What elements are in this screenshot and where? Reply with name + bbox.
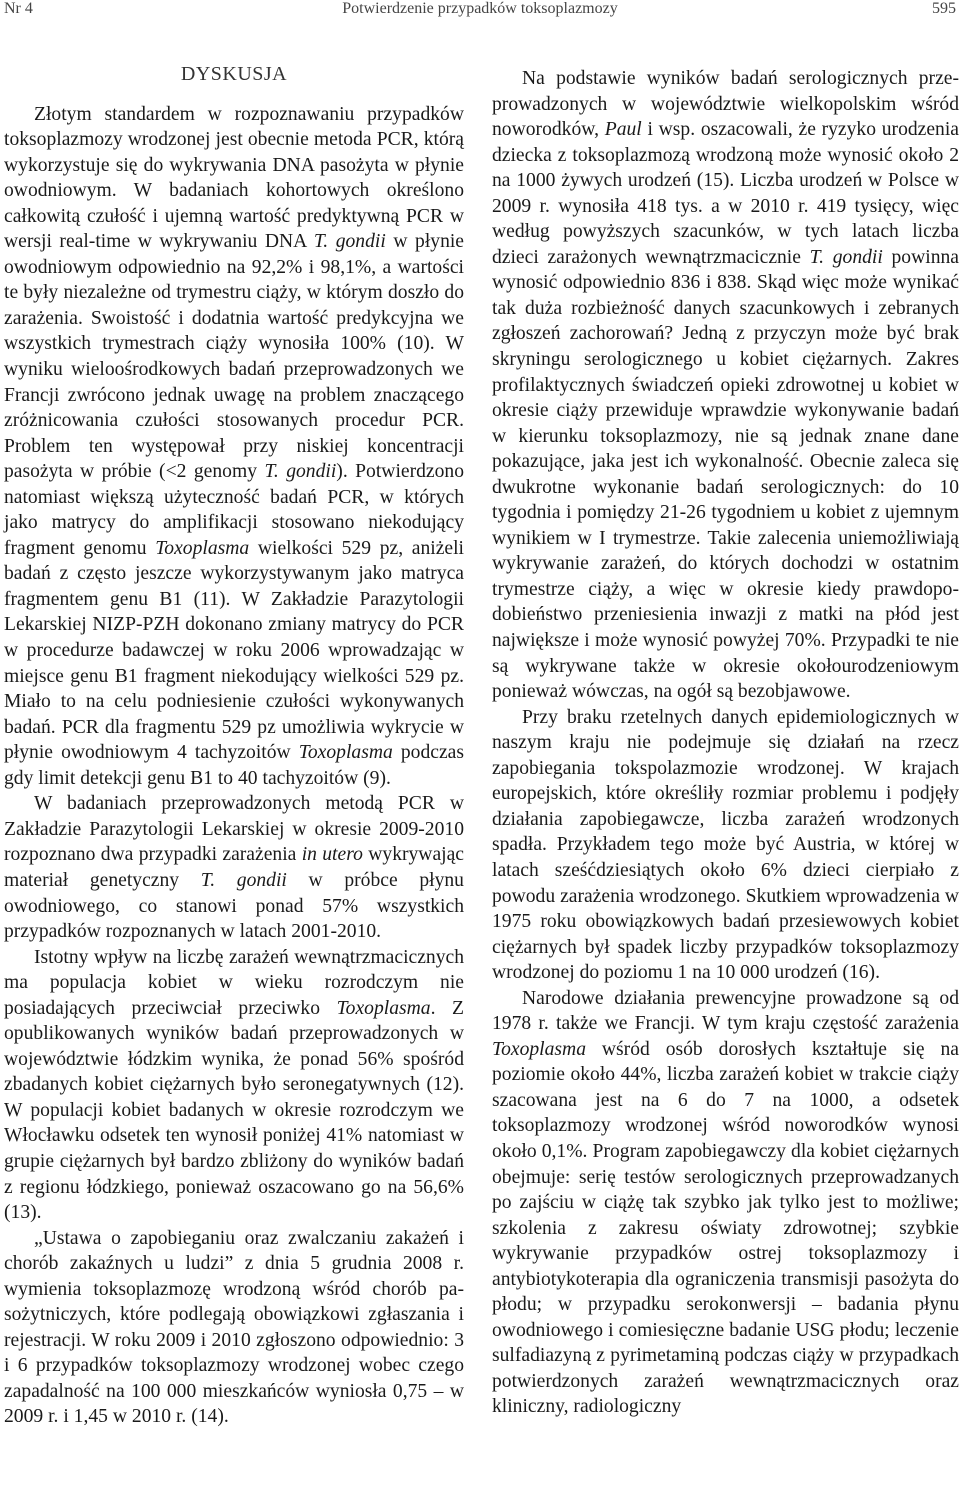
page-number: 595: [932, 0, 956, 17]
issue-number: Nr 4: [4, 0, 33, 17]
paragraph: Złotym standardem w rozpoznawaniu przypadków toksoplazmozy wrodzonej jest obecnie metoda PCR, którą wykorzystuje się do wykrywania DNA pasożyta w płynie owodniowym. W badaniach kohortowych określono całkowitą czułość i ujemną wartość predyktywną PCR w wersji real-time w wykrywaniu DNA T. gondii w płynie owodniowym odpowiednio na 92,2% i 98,1%, a wartości te były niezależne od trymestru ciąży, w którym doszło do zarażenia. Swoistość i dodatnia wartość predykcyjna we wszystkich trymestrach ciąży wynosiła 100% (10). W wyniku wieloośrodkowych badań przeprowadzonych we Francji zwrócono jednak uwagę na problem znaczącego zróżnicowania czułości stosowanych procedur PCR. Problem ten występował przy niskiej koncentracji pasożyta w próbie (<2 genomy T. gondii). Potwierdzono natomiast większą użyteczność badań PCR, w których jako matrycy do amplifikacji stosowano niekodujący fragment genomu Toxoplasma wielkości 529 pz, aniżeli badań z często jeszcze wykorzystywanym jako matryca fragmentem genu B1 (11). W Zakładzie Parazytologii Lekarskiej NIZP-PZH dokonano zmiany matrycy do PCR w procedurze badawczej w roku 2006 wprowadzając w miejsce genu B1 fragment niekodujący wielkości 529 pz. Miało to na celu podniesienie czułości wykonywanych badań. PCR dla fragmentu 529 pz umożliwia wykrycie w płynie owodniowym 4 tachyzoitów Toxoplasma podczas gdy limit detekcji genu B1 to 40 tachyzoitów (9).: [4, 103, 464, 789]
paragraph: Przy braku rzetelnych danych epidemiologicznych w naszym kraju nie podejmuje się działań na rzecz zapobiegania tokspolazmozie wrodzonej. W krajach europejskich, które określiły rozmiar problemu i podjęły działania zapobiegawcze, liczba zarażeń wrodzonych spadła. Przykładem tego może być Austria, w której w latach sześćdziesiątych około 6% dzieci cierpiało z powodu zarażenia wrodzonego. Skutkiem wprowadzenia w 1975 roku obowiązkowych badań przesiewowych kobiet ciężarnych był spadek liczby przypadków toksoplazmozy wrodzonej do poziomu 1 na 10 000 urodzeń (16).: [492, 706, 959, 984]
right-column: [492, 66, 959, 1420]
paragraph: „Ustawa o zapobieganiu oraz zwalczaniu zakażeń i chorób zakaźnych u ludzi” z dnia 5 grudnia 2008 r. wymienia toksoplazmozę wrodzoną wśród chorób pasożytniczych, które podlegają obowiązkowi zgłaszania i rejestracji. W roku 2009 i 2010 zgłoszono odpowiednio: 3 i 6 przypadków toksoplazmozy wrodzonej wobec czego zapadalność na 100 000 mieszkańców wyniosła 0,75 – w 2009 r. i 1,45 w 2010 r. (14).: [4, 1227, 464, 1428]
running-header: [0, 0, 960, 28]
running-title: Potwierdzenie przypadków toksoplazmozy: [342, 0, 618, 17]
paragraph: Istotny wpływ na liczbę zarażeń wewnątrzmacicznych ma populacja kobiet w wieku rozrodczym nie posiadających przeciwciał przeciwko Toxoplasma. Z opublikowanych wyników badań przeprowadzonych w województwie łódzkim wynika, że ponad 56% spośród zbadanych kobiet ciężarnych było seronegatywnych (12). W populacji kobiet badanych w okresie rozrodczym we Włocławku odsetek ten wynosił poniżej 41% natomiast w grupie ciężarnych był bardzo zbliżony do wyników badań z regionu łódzkiego, ponieważ oszacowano go na 56,6% (13).: [4, 946, 465, 1224]
paragraph: Narodowe działania prewencyjne prowadzone są od 1978 r. także we Francji. W tym kraju częstość zarażenia Toxoplasma wśród osób dorosłych kształtuje się na poziomie około 44%, liczba zarażeń kobiet w trakcie ciąży szacowana jest na 6 do 7 na 1000, a odsetek toksoplazmozy wrodzonej wśród noworodków wynosi około 0,1%. Program zapobiegawczy dla kobiet ciężarnych obejmuje: serię testów serologicznych przeprowadzanych po zajściu w ciążę tak szybko jak tylko jest to możliwe; szkolenia z zakresu oświaty zdrowotnej; szybkie wykrywanie przypadków ostrej toksoplazmozy i antybiotykoterapia dla ograniczenia transmisji pasożyta do płodu; w przypadku serokonwersji – badania płynu owodniowego i comiesięczne badanie USG płodu; leczenie sulfadiazyną z pyrimetaminą podczas ciąży w przypadkach potwierdzonych zarażeń wewnątrzmacicznych oraz kliniczny, radiologiczny: [492, 987, 959, 1418]
paragraph: W badaniach przeprowadzonych metodą PCR w Zakładzie Parazytologii Lekarskiej w okresie 2009-2010 rozpoznano dwa przypadki zarażenia in utero wykrywając materiał genetyczny T. gondii w próbce płynu owodniowego, co stanowi ponad 57% wszystkich przypadków rozpoznanych w latach 2001-2010.: [4, 793, 464, 943]
left-column: [4, 62, 464, 1430]
section-heading: DYSKUSJA: [180, 63, 288, 85]
paragraph: Na podstawie wyników badań serologicznych przeprowadzonych w województwie wielkopolskim wśród noworodków, Paul i wsp. oszacowali, że ryzyko urodzenia dziecka z toksoplazmozą wrodzoną może wynosić około 2 na 1000 żywych urodzeń (15). Liczba urodzeń w Polsce w 2009 r. wynosiła 418 tys. a w 2010 r. 419 tysięcy, więc według powyższych szacunków, w tych latach liczba dzieci zarażonych wewnątrzmacicznie T. gondii powinna wynosić odpowiednio 836 i 838. Skąd więc może wynikać tak duża rozbieżność danych szacunkowych i zebranych zgłoszeń zachorowań? Jedną z przyczyn może być brak skryningu serologicznego u kobiet ciężarnych. Zakres profilaktycznych świadczeń opieki zdrowotnej u kobiet w okresie ciąży przewiduje wprawdzie wykonywanie badań w kierunku toksoplazmozy, nie są jednak znane dane pokazujące, jaka jest ich wykonalność. Obecnie zaleca się dwukrotne wykonanie badań serologicznych: do 10 tygodnia i pomiędzy 21-26 tygodniem u kobiet z ujemnym wynikiem w I trymestrze. Takie zalecenia uniemożliwiają wykrywanie zarażeń, do których dochodzi w ostatnim trymestrze ciąży, a więc w okresie kiedy prawdopodobieństwo przeniesienia inwazji z matki na płód jest największe i może wynosić powyżej 70%. Przypadki te nie są wykrywane także w okresie okołourodzeniowym ponieważ wówczas, na ogół są bezobjawowe.: [492, 68, 959, 703]
